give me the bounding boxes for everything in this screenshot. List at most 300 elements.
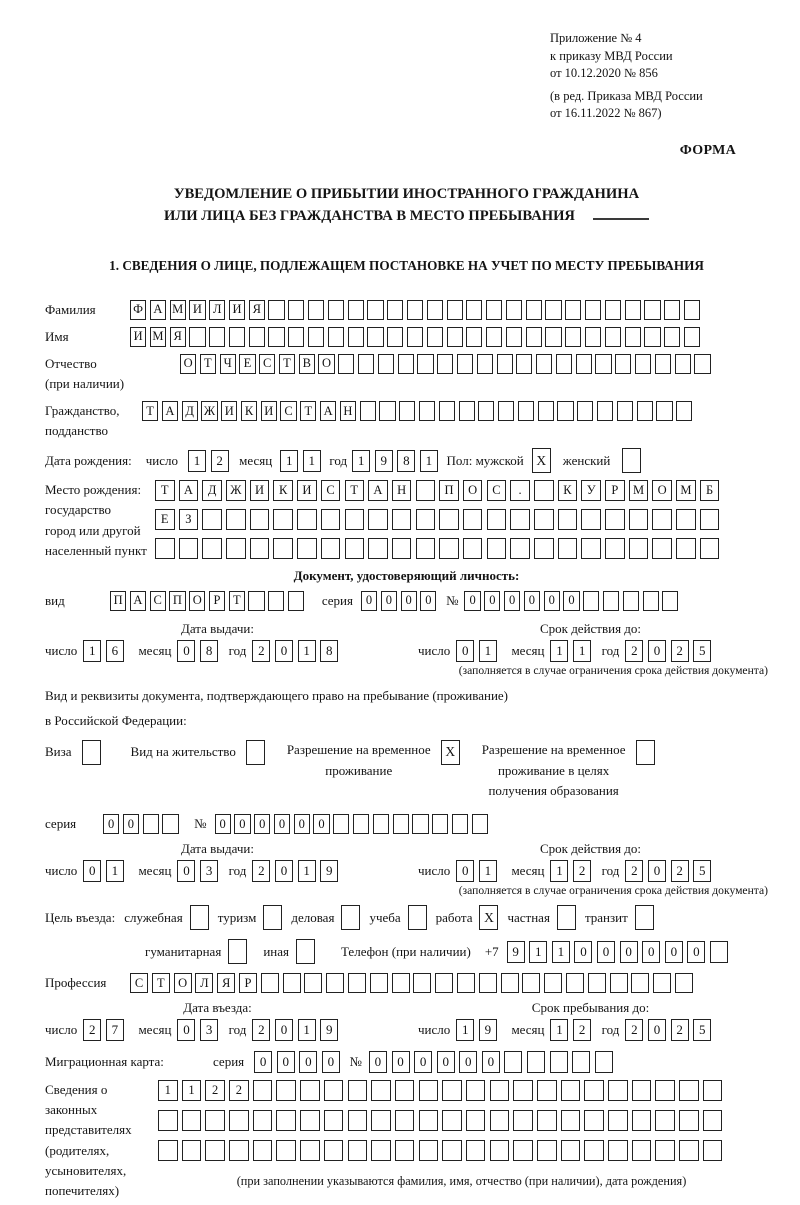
- char-cell[interactable]: И: [130, 327, 146, 347]
- char-cell[interactable]: [268, 300, 284, 320]
- char-cell[interactable]: И: [250, 480, 270, 501]
- char-cell[interactable]: [276, 1140, 296, 1161]
- char-cell[interactable]: 0: [177, 860, 195, 882]
- char-cell[interactable]: Ж: [201, 401, 217, 421]
- char-cell[interactable]: Т: [200, 354, 216, 374]
- char-cell[interactable]: Р: [209, 591, 225, 611]
- char-cell[interactable]: 0: [369, 1051, 387, 1073]
- char-cell[interactable]: [447, 300, 463, 320]
- char-cell[interactable]: [419, 1140, 439, 1161]
- char-cell[interactable]: [679, 1140, 699, 1161]
- char-cell[interactable]: [527, 1051, 545, 1073]
- char-cell[interactable]: [700, 509, 720, 530]
- char-cell[interactable]: [427, 300, 443, 320]
- char-cell[interactable]: 9: [320, 1019, 338, 1041]
- char-cell[interactable]: Т: [345, 480, 365, 501]
- char-cell[interactable]: [368, 509, 388, 530]
- char-cell[interactable]: [700, 538, 720, 559]
- char-cell[interactable]: 1: [479, 640, 497, 662]
- char-cell[interactable]: [595, 1051, 613, 1073]
- char-cell[interactable]: [439, 509, 459, 530]
- char-cell[interactable]: [308, 327, 324, 347]
- char-cell[interactable]: 0: [414, 1051, 432, 1073]
- char-cell[interactable]: И: [261, 401, 277, 421]
- char-cell[interactable]: [321, 509, 341, 530]
- char-cell[interactable]: Д: [182, 401, 198, 421]
- char-cell[interactable]: 1: [298, 640, 316, 662]
- char-cell[interactable]: О: [174, 973, 192, 993]
- char-cell[interactable]: [273, 509, 293, 530]
- char-cell[interactable]: Н: [340, 401, 356, 421]
- char-cell[interactable]: [360, 401, 376, 421]
- char-cell[interactable]: П: [110, 591, 126, 611]
- char-cell[interactable]: [664, 327, 680, 347]
- char-cell[interactable]: Я: [217, 973, 235, 993]
- char-cell[interactable]: 1: [552, 941, 570, 963]
- char-cell[interactable]: Е: [155, 509, 175, 530]
- purpose-private-checkbox[interactable]: [557, 905, 576, 930]
- char-cell[interactable]: [226, 509, 246, 530]
- char-cell[interactable]: 1: [420, 450, 438, 472]
- purpose-study-checkbox[interactable]: [408, 905, 427, 930]
- char-cell[interactable]: 9: [479, 1019, 497, 1041]
- char-cell[interactable]: [457, 973, 475, 993]
- char-cell[interactable]: 0: [544, 591, 560, 611]
- char-cell[interactable]: М: [629, 480, 649, 501]
- char-cell[interactable]: 1: [83, 640, 101, 662]
- char-cell[interactable]: [457, 354, 473, 374]
- char-cell[interactable]: [510, 509, 530, 530]
- char-cell[interactable]: 2: [83, 1019, 101, 1041]
- char-cell[interactable]: [676, 401, 692, 421]
- char-cell[interactable]: [399, 401, 415, 421]
- char-cell[interactable]: [300, 1110, 320, 1131]
- char-cell[interactable]: [367, 327, 383, 347]
- char-cell[interactable]: [158, 1140, 178, 1161]
- char-cell[interactable]: О: [318, 354, 334, 374]
- char-cell[interactable]: [379, 401, 395, 421]
- char-cell[interactable]: [368, 538, 388, 559]
- char-cell[interactable]: Р: [239, 973, 257, 993]
- char-cell[interactable]: [637, 401, 653, 421]
- char-cell[interactable]: 0: [464, 591, 480, 611]
- char-cell[interactable]: [490, 1110, 510, 1131]
- char-cell[interactable]: .: [510, 480, 530, 501]
- char-cell[interactable]: [442, 1110, 462, 1131]
- char-cell[interactable]: 0: [648, 640, 666, 662]
- char-cell[interactable]: [526, 300, 542, 320]
- char-cell[interactable]: 5: [693, 1019, 711, 1041]
- temp-permit-checkbox[interactable]: X: [441, 740, 460, 765]
- char-cell[interactable]: [432, 814, 448, 834]
- char-cell[interactable]: [472, 814, 488, 834]
- char-cell[interactable]: [229, 327, 245, 347]
- char-cell[interactable]: 1: [529, 941, 547, 963]
- char-cell[interactable]: [625, 300, 641, 320]
- char-cell[interactable]: [158, 1110, 178, 1131]
- char-cell[interactable]: [537, 1080, 557, 1101]
- char-cell[interactable]: [442, 1140, 462, 1161]
- char-cell[interactable]: 9: [320, 860, 338, 882]
- char-cell[interactable]: [466, 1080, 486, 1101]
- char-cell[interactable]: [644, 300, 660, 320]
- char-cell[interactable]: [572, 1051, 590, 1073]
- char-cell[interactable]: [581, 509, 601, 530]
- char-cell[interactable]: [419, 1080, 439, 1101]
- char-cell[interactable]: [595, 354, 611, 374]
- sex-male-checkbox[interactable]: X: [532, 448, 551, 473]
- char-cell[interactable]: 0: [215, 814, 231, 834]
- char-cell[interactable]: И: [189, 300, 205, 320]
- char-cell[interactable]: [631, 973, 649, 993]
- char-cell[interactable]: [268, 327, 284, 347]
- char-cell[interactable]: Л: [195, 973, 213, 993]
- char-cell[interactable]: 0: [482, 1051, 500, 1073]
- char-cell[interactable]: 0: [392, 1051, 410, 1073]
- char-cell[interactable]: [435, 973, 453, 993]
- char-cell[interactable]: Л: [209, 300, 225, 320]
- char-cell[interactable]: А: [130, 591, 146, 611]
- char-cell[interactable]: [416, 509, 436, 530]
- char-cell[interactable]: 2: [573, 860, 591, 882]
- char-cell[interactable]: [576, 354, 592, 374]
- char-cell[interactable]: 9: [375, 450, 393, 472]
- char-cell[interactable]: [516, 354, 532, 374]
- char-cell[interactable]: Т: [279, 354, 295, 374]
- char-cell[interactable]: [466, 1140, 486, 1161]
- char-cell[interactable]: [439, 401, 455, 421]
- char-cell[interactable]: [710, 941, 728, 963]
- purpose-work-checkbox[interactable]: X: [479, 905, 498, 930]
- char-cell[interactable]: [605, 509, 625, 530]
- char-cell[interactable]: [518, 401, 534, 421]
- char-cell[interactable]: У: [581, 480, 601, 501]
- char-cell[interactable]: 0: [83, 860, 101, 882]
- char-cell[interactable]: [419, 401, 435, 421]
- char-cell[interactable]: [367, 300, 383, 320]
- sex-female-checkbox[interactable]: [622, 448, 641, 473]
- purpose-commercial-checkbox[interactable]: [341, 905, 360, 930]
- char-cell[interactable]: М: [676, 480, 696, 501]
- char-cell[interactable]: С: [259, 354, 275, 374]
- char-cell[interactable]: [407, 300, 423, 320]
- char-cell[interactable]: Ч: [220, 354, 236, 374]
- char-cell[interactable]: [328, 300, 344, 320]
- char-cell[interactable]: 0: [648, 1019, 666, 1041]
- char-cell[interactable]: [162, 814, 178, 834]
- char-cell[interactable]: [392, 973, 410, 993]
- char-cell[interactable]: 8: [320, 640, 338, 662]
- char-cell[interactable]: [416, 480, 436, 501]
- char-cell[interactable]: А: [162, 401, 178, 421]
- char-cell[interactable]: П: [169, 591, 185, 611]
- char-cell[interactable]: 1: [456, 1019, 474, 1041]
- char-cell[interactable]: Б: [700, 480, 720, 501]
- char-cell[interactable]: 0: [275, 860, 293, 882]
- char-cell[interactable]: [617, 401, 633, 421]
- char-cell[interactable]: [348, 327, 364, 347]
- char-cell[interactable]: 1: [550, 640, 568, 662]
- char-cell[interactable]: 2: [625, 860, 643, 882]
- char-cell[interactable]: С: [280, 401, 296, 421]
- char-cell[interactable]: [664, 300, 680, 320]
- char-cell[interactable]: [487, 509, 507, 530]
- char-cell[interactable]: 9: [507, 941, 525, 963]
- char-cell[interactable]: [584, 1140, 604, 1161]
- char-cell[interactable]: Ж: [226, 480, 246, 501]
- char-cell[interactable]: [565, 300, 581, 320]
- char-cell[interactable]: О: [189, 591, 205, 611]
- char-cell[interactable]: [584, 1080, 604, 1101]
- char-cell[interactable]: 0: [177, 640, 195, 662]
- char-cell[interactable]: 2: [229, 1080, 249, 1101]
- char-cell[interactable]: 2: [205, 1080, 225, 1101]
- char-cell[interactable]: [416, 538, 436, 559]
- char-cell[interactable]: [348, 1110, 368, 1131]
- char-cell[interactable]: [608, 1080, 628, 1101]
- char-cell[interactable]: [675, 354, 691, 374]
- char-cell[interactable]: 0: [277, 1051, 295, 1073]
- char-cell[interactable]: И: [297, 480, 317, 501]
- char-cell[interactable]: 1: [298, 1019, 316, 1041]
- char-cell[interactable]: [248, 591, 264, 611]
- purpose-tourism-checkbox[interactable]: [263, 905, 282, 930]
- char-cell[interactable]: 2: [211, 450, 229, 472]
- char-cell[interactable]: [249, 327, 265, 347]
- char-cell[interactable]: [371, 1080, 391, 1101]
- char-cell[interactable]: [605, 300, 621, 320]
- char-cell[interactable]: [655, 1110, 675, 1131]
- char-cell[interactable]: [398, 354, 414, 374]
- char-cell[interactable]: 0: [275, 640, 293, 662]
- char-cell[interactable]: [585, 327, 601, 347]
- char-cell[interactable]: С: [487, 480, 507, 501]
- purpose-humanitarian-checkbox[interactable]: [228, 939, 247, 964]
- char-cell[interactable]: 0: [665, 941, 683, 963]
- char-cell[interactable]: М: [170, 300, 186, 320]
- char-cell[interactable]: И: [221, 401, 237, 421]
- char-cell[interactable]: 0: [177, 1019, 195, 1041]
- char-cell[interactable]: [545, 327, 561, 347]
- char-cell[interactable]: [629, 538, 649, 559]
- char-cell[interactable]: 1: [479, 860, 497, 882]
- char-cell[interactable]: [675, 973, 693, 993]
- char-cell[interactable]: 2: [573, 1019, 591, 1041]
- char-cell[interactable]: [300, 1080, 320, 1101]
- char-cell[interactable]: [205, 1140, 225, 1161]
- char-cell[interactable]: 0: [597, 941, 615, 963]
- char-cell[interactable]: [304, 973, 322, 993]
- char-cell[interactable]: [205, 1110, 225, 1131]
- char-cell[interactable]: [581, 538, 601, 559]
- char-cell[interactable]: [373, 814, 389, 834]
- char-cell[interactable]: 1: [182, 1080, 202, 1101]
- char-cell[interactable]: [605, 538, 625, 559]
- char-cell[interactable]: [583, 591, 599, 611]
- char-cell[interactable]: [297, 509, 317, 530]
- char-cell[interactable]: [288, 300, 304, 320]
- char-cell[interactable]: [463, 509, 483, 530]
- char-cell[interactable]: [537, 1140, 557, 1161]
- char-cell[interactable]: [253, 1080, 273, 1101]
- char-cell[interactable]: [597, 401, 613, 421]
- char-cell[interactable]: Т: [152, 973, 170, 993]
- char-cell[interactable]: [348, 973, 366, 993]
- char-cell[interactable]: [623, 591, 639, 611]
- char-cell[interactable]: [534, 480, 554, 501]
- char-cell[interactable]: [182, 1110, 202, 1131]
- char-cell[interactable]: С: [150, 591, 166, 611]
- char-cell[interactable]: [577, 401, 593, 421]
- char-cell[interactable]: [392, 509, 412, 530]
- char-cell[interactable]: [442, 1080, 462, 1101]
- char-cell[interactable]: [261, 973, 279, 993]
- char-cell[interactable]: А: [179, 480, 199, 501]
- char-cell[interactable]: [253, 1110, 273, 1131]
- char-cell[interactable]: [479, 973, 497, 993]
- char-cell[interactable]: 0: [459, 1051, 477, 1073]
- char-cell[interactable]: [276, 1080, 296, 1101]
- char-cell[interactable]: 2: [671, 860, 689, 882]
- char-cell[interactable]: 0: [294, 814, 310, 834]
- char-cell[interactable]: [585, 300, 601, 320]
- char-cell[interactable]: А: [150, 300, 166, 320]
- char-cell[interactable]: [513, 1140, 533, 1161]
- char-cell[interactable]: [632, 1080, 652, 1101]
- char-cell[interactable]: 0: [484, 591, 500, 611]
- char-cell[interactable]: [348, 300, 364, 320]
- char-cell[interactable]: 1: [573, 640, 591, 662]
- char-cell[interactable]: [463, 538, 483, 559]
- purpose-transit-checkbox[interactable]: [635, 905, 654, 930]
- char-cell[interactable]: О: [463, 480, 483, 501]
- char-cell[interactable]: К: [273, 480, 293, 501]
- char-cell[interactable]: [345, 509, 365, 530]
- char-cell[interactable]: 0: [299, 1051, 317, 1073]
- char-cell[interactable]: 1: [280, 450, 298, 472]
- char-cell[interactable]: [603, 591, 619, 611]
- char-cell[interactable]: [522, 973, 540, 993]
- char-cell[interactable]: [703, 1080, 723, 1101]
- char-cell[interactable]: [338, 354, 354, 374]
- char-cell[interactable]: [513, 1080, 533, 1101]
- char-cell[interactable]: [229, 1140, 249, 1161]
- char-cell[interactable]: [324, 1080, 344, 1101]
- char-cell[interactable]: [534, 509, 554, 530]
- char-cell[interactable]: 1: [550, 860, 568, 882]
- char-cell[interactable]: [608, 1140, 628, 1161]
- char-cell[interactable]: [202, 509, 222, 530]
- char-cell[interactable]: [629, 509, 649, 530]
- char-cell[interactable]: 2: [252, 1019, 270, 1041]
- char-cell[interactable]: 5: [693, 640, 711, 662]
- char-cell[interactable]: [588, 973, 606, 993]
- char-cell[interactable]: [556, 354, 572, 374]
- char-cell[interactable]: [615, 354, 631, 374]
- char-cell[interactable]: [348, 1140, 368, 1161]
- char-cell[interactable]: [610, 973, 628, 993]
- char-cell[interactable]: 0: [274, 814, 290, 834]
- char-cell[interactable]: [501, 973, 519, 993]
- char-cell[interactable]: [466, 327, 482, 347]
- char-cell[interactable]: [358, 354, 374, 374]
- char-cell[interactable]: К: [241, 401, 257, 421]
- char-cell[interactable]: [486, 300, 502, 320]
- char-cell[interactable]: О: [652, 480, 672, 501]
- char-cell[interactable]: [545, 300, 561, 320]
- char-cell[interactable]: 0: [642, 941, 660, 963]
- char-cell[interactable]: 0: [322, 1051, 340, 1073]
- char-cell[interactable]: [179, 538, 199, 559]
- char-cell[interactable]: [466, 300, 482, 320]
- char-cell[interactable]: [506, 300, 522, 320]
- char-cell[interactable]: [328, 327, 344, 347]
- char-cell[interactable]: 0: [103, 814, 119, 834]
- char-cell[interactable]: [526, 327, 542, 347]
- char-cell[interactable]: [544, 973, 562, 993]
- char-cell[interactable]: [652, 538, 672, 559]
- char-cell[interactable]: [703, 1140, 723, 1161]
- char-cell[interactable]: [538, 401, 554, 421]
- char-cell[interactable]: [371, 1140, 391, 1161]
- char-cell[interactable]: Т: [142, 401, 158, 421]
- char-cell[interactable]: 1: [303, 450, 321, 472]
- char-cell[interactable]: [536, 354, 552, 374]
- char-cell[interactable]: [283, 973, 301, 993]
- char-cell[interactable]: [558, 538, 578, 559]
- char-cell[interactable]: [684, 327, 700, 347]
- char-cell[interactable]: 0: [456, 640, 474, 662]
- char-cell[interactable]: [625, 327, 641, 347]
- char-cell[interactable]: [506, 327, 522, 347]
- char-cell[interactable]: 2: [252, 860, 270, 882]
- char-cell[interactable]: [439, 538, 459, 559]
- char-cell[interactable]: [387, 300, 403, 320]
- char-cell[interactable]: [321, 538, 341, 559]
- char-cell[interactable]: [324, 1140, 344, 1161]
- char-cell[interactable]: [490, 1080, 510, 1101]
- char-cell[interactable]: [679, 1080, 699, 1101]
- char-cell[interactable]: 1: [188, 450, 206, 472]
- purpose-business-checkbox[interactable]: [190, 905, 209, 930]
- char-cell[interactable]: [276, 1110, 296, 1131]
- char-cell[interactable]: 3: [200, 860, 218, 882]
- char-cell[interactable]: [477, 354, 493, 374]
- char-cell[interactable]: [635, 354, 651, 374]
- char-cell[interactable]: [566, 973, 584, 993]
- char-cell[interactable]: И: [229, 300, 245, 320]
- char-cell[interactable]: [392, 538, 412, 559]
- char-cell[interactable]: [487, 538, 507, 559]
- char-cell[interactable]: [326, 973, 344, 993]
- char-cell[interactable]: [584, 1110, 604, 1131]
- char-cell[interactable]: А: [320, 401, 336, 421]
- char-cell[interactable]: 1: [550, 1019, 568, 1041]
- char-cell[interactable]: [250, 509, 270, 530]
- char-cell[interactable]: 0: [563, 591, 579, 611]
- char-cell[interactable]: [490, 1140, 510, 1161]
- char-cell[interactable]: [632, 1110, 652, 1131]
- char-cell[interactable]: [202, 538, 222, 559]
- char-cell[interactable]: [510, 538, 530, 559]
- char-cell[interactable]: [393, 814, 409, 834]
- char-cell[interactable]: [662, 591, 678, 611]
- char-cell[interactable]: [348, 1080, 368, 1101]
- char-cell[interactable]: [550, 1051, 568, 1073]
- char-cell[interactable]: [297, 538, 317, 559]
- char-cell[interactable]: [513, 1110, 533, 1131]
- char-cell[interactable]: 0: [648, 860, 666, 882]
